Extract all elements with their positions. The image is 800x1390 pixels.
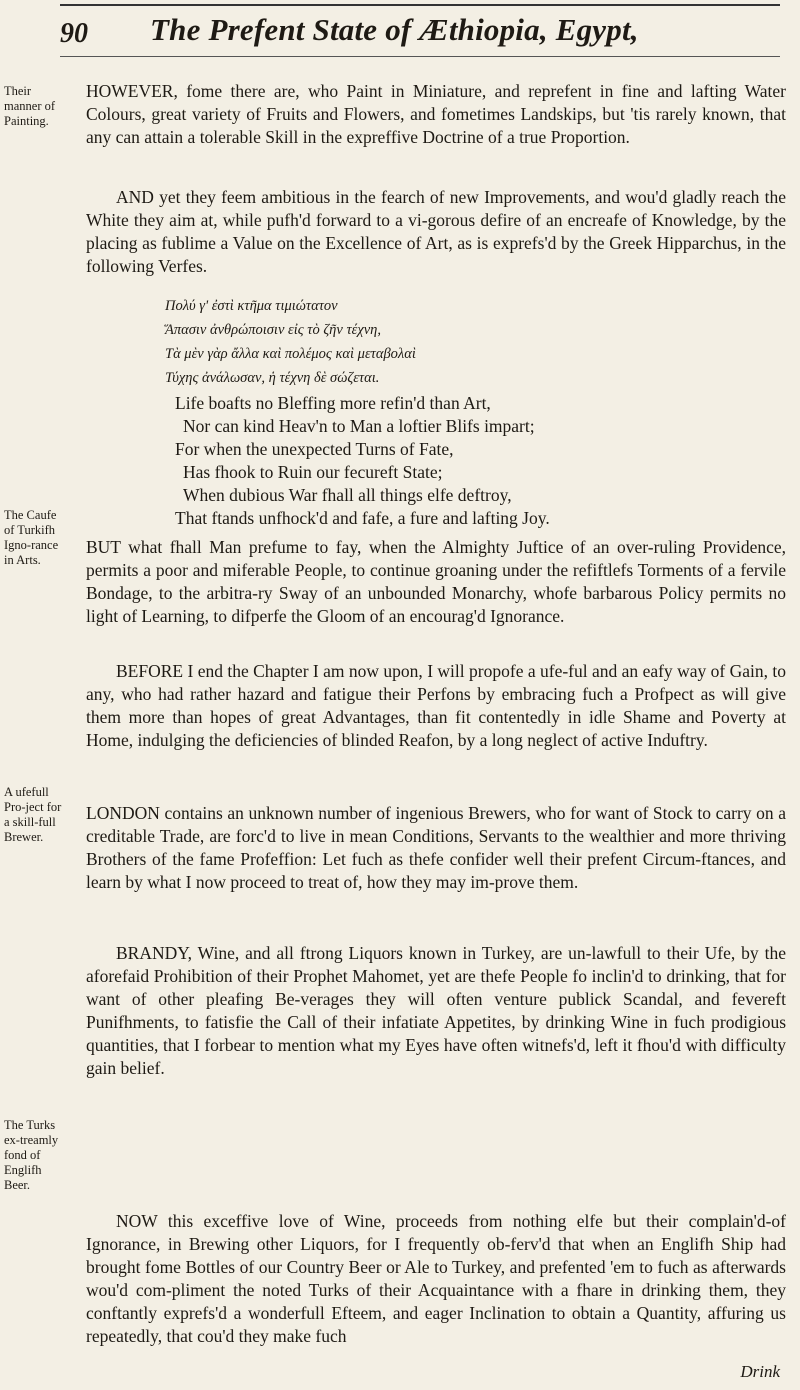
page-header [60, 8, 790, 58]
page-number: 90 [60, 18, 88, 49]
paragraph-london: LONDON contains an unknown number of ingenious Brewers, who for want of Stock to carry on a creditable Trade, are forc'd to live in mean Conditions, Servants to the wealthier and more thriving Brothers of the fame Profeffion: Let fuch as thefe confider well their prefent Circum-ftances, and learn by what I now proceed to treat of, how they may im-prove them. [86, 803, 786, 892]
running-title: The Prefent State of Æthiopia, Egypt, [150, 12, 639, 47]
top-rule [60, 4, 780, 6]
margin-note-brewer: A ufefull Pro-ject for a skill-full Brewer. [4, 785, 62, 844]
header-rule [60, 56, 780, 57]
paragraph-but: BUT what fhall Man prefume to fay, when the Almighty Juftice of an over-ruling Providence, permits a poor and miferable People, to continue groaning under the refiftlefs Torments of a fervile Bondage, to the arbitra-ry Sway of an unbounded Monarchy, whofe barbarous Policy permits no light of Learning, to difperfe the Gloom of an encourag'd Ignorance. [86, 537, 786, 626]
paragraph-however: HOWEVER, fome there are, who Paint in Miniature, and reprefent in fine and lafting Water Colours, great variety of Fruits and Flowers, and fometimes Landskips, but 'tis rarely known, that any can attain a tolerable Skill in the expreffive Doctrine of a true Proportion. [86, 81, 786, 147]
paragraph-brandy: BRANDY, Wine, and all ftrong Liquors known in Turkey, are un-lawfull to their Ufe, by the aforefaid Prohibition of their Prophet Mahomet, yet are thefe People fo inclin'd to drinking, that for want of other pleafing Be-verages they will often venture publick Scandal, and fevereft Punifhments, to fatisfie the Call of their infatiate Appetites, by drinking Wine in fuch prodigious quantities, that I forbear to mention what my Eyes have often witnefs'd, left it fhou'd with difficulty gain belief. [86, 943, 786, 1078]
greek-verses: Πολύ γ' ἐστὶ κτῆμα τιμιώτατον Ἅπασιν ἀνθρώποισιν εἰς τὸ ζῆν τέχνη, Τὰ μὲν γὰρ ἄλλα καὶ πολέμος καὶ μεταβολαὶ Τύχης ἀνάλωσαν, ἡ τέχνη δὲ σώζεται. [165, 298, 416, 386]
paragraph-before: BEFORE I end the Chapter I am now upon, I will propofe a ufe-ful and an eafy way of Gain, to any, who had rather hazard and fatigue their Perfons by embracing fuch a Profpect as will give them more than hopes of great Advantages, than fit contentedly in idle Shame and Poverty at Home, indulging the deficiencies of blinded Reafon, by a long neglect of active Induftry. [86, 661, 786, 750]
catchword: Drink [740, 1362, 780, 1381]
paragraph-and-yet: AND yet they feem ambitious in the fearch of new Improvements, and wou'd gladly reach the White they aim at, while pufh'd forward to a vi-gorous defire of an encreafe of Knowledge, by the placing as fublime a Value on the Excellence of Art, as is exprefs'd by the Greek Hipparchus, in the following Verfes. [86, 187, 786, 276]
margin-note-ignorance: The Caufe of Turkifh Igno-rance in Arts. [4, 508, 59, 567]
margin-note-painting: Their manner of Painting. [4, 84, 56, 128]
margin-note-beer: The Turks ex-treamly fond of Englifh Beer. [4, 1118, 59, 1192]
paragraph-now: NOW this exceffive love of Wine, proceeds from nothing elfe but their complain'd-of Ignorance, in Brewing other Liquors, for I frequently ob-ferv'd that when an Englifh Ship had brought fome Bottles of our Country Beer or Ale to Turkey, and prefented 'em to fuch as afterwards wou'd com-pliment the noted Turks of their Acquaintance with a fhare in drinking them, they conftantly exprefs'd a wonderfull Efteem, and eager Inclination to obtain a Quantity, affuring us repeatedly, that cou'd they make fuch [86, 1211, 786, 1346]
english-verses: Life boafts no Bleffing more refin'd than Art, Nor can kind Heav'n to Man a loftier Blifs impart; For when the unexpected Turns of Fate, Has fhook to Ruin our fecureft State; When dubious War fhall all things elfe deftroy, That ftands unfhock'd and fafe, a fure and lafting Joy. [175, 393, 550, 528]
